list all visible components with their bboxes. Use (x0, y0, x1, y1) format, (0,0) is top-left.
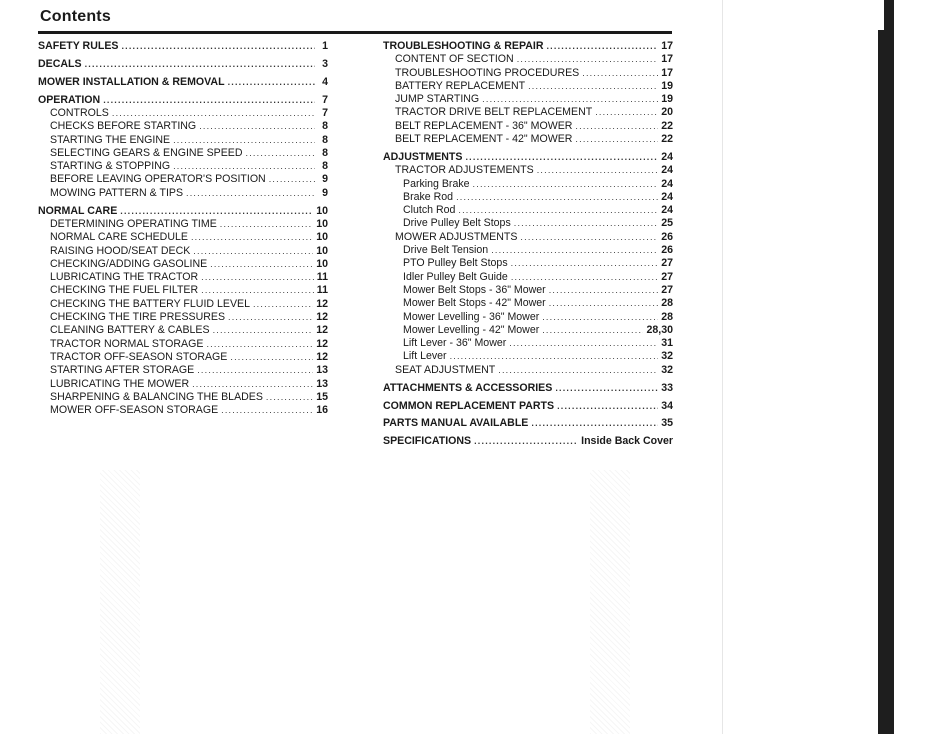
toc-entry-label: BEFORE LEAVING OPERATOR'S POSITION (50, 173, 266, 186)
toc-dot-leader (230, 351, 313, 364)
toc-subentry[interactable] (383, 364, 673, 377)
toc-entry-label: SHARPENING & BALANCING THE BLADES (50, 390, 263, 403)
toc-page-number: 8 (322, 146, 328, 159)
toc-page-number: 9 (322, 186, 328, 199)
toc-dot-leader (173, 134, 315, 147)
toc-dot-leader (228, 76, 315, 89)
toc-entry-label: CHECKING THE FUEL FILTER (50, 284, 199, 297)
toc-entry-label: STARTING AFTER STORAGE (50, 364, 195, 377)
toc-dot-leader (517, 53, 659, 66)
toc-dot-leader (482, 93, 658, 106)
toc-entry-label: TRACTOR OFF-SEASON STORAGE (50, 350, 228, 363)
toc-entry-label: Idler Pulley Belt Guide (403, 270, 508, 283)
toc-subentry[interactable] (383, 324, 673, 337)
toc-dot-leader (186, 187, 315, 200)
toc-page-number: 24 (661, 177, 673, 190)
toc-dot-leader (537, 164, 658, 177)
toc-dot-leader (531, 417, 658, 430)
toc-dot-leader (456, 191, 658, 204)
toc-entry-label: SPECIFICATIONS (383, 435, 472, 448)
toc-entry-label: TRACTOR NORMAL STORAGE (50, 337, 204, 350)
toc-subentry[interactable] (383, 217, 673, 230)
toc-dot-leader (511, 271, 658, 284)
toc-subentry[interactable] (383, 297, 673, 310)
toc-page-number: 27 (661, 283, 673, 296)
toc-entry-label: Lift Lever (403, 350, 447, 363)
toc-page-number: 20 (661, 106, 673, 119)
toc-entry-label: Brake Rod (403, 190, 454, 203)
toc-page-number: 25 (661, 217, 673, 230)
scan-texture-left (100, 470, 140, 734)
toc-page-number: 28 (661, 297, 673, 310)
toc-entry-label: ADJUSTMENTS (383, 150, 463, 163)
toc-entry-label: DECALS (38, 57, 82, 70)
toc-entry-label: Drive Pulley Belt Stops (403, 217, 511, 230)
toc-dot-leader (213, 324, 314, 337)
toc-entry-label: MOWER INSTALLATION & REMOVAL (38, 75, 225, 88)
toc-entry-label: SELECTING GEARS & ENGINE SPEED (50, 146, 243, 159)
toc-entry-label: CHECKING/ADDING GASOLINE (50, 257, 208, 270)
toc-entry-label: SEAT ADJUSTMENT (395, 363, 496, 376)
binding-edge (878, 0, 894, 734)
toc-entry-label: Mower Belt Stops - 36" Mower (403, 283, 546, 296)
toc-entry-label: Clutch Rod (403, 204, 456, 217)
toc-subentry[interactable] (38, 245, 328, 258)
toc-subentry[interactable] (383, 284, 673, 297)
toc-page-number: 11 (316, 284, 328, 297)
toc-subentry[interactable] (383, 53, 673, 66)
toc-entry-label: PTO Pulley Belt Stops (403, 257, 508, 270)
toc-subentry[interactable] (383, 244, 673, 257)
toc-subentry[interactable] (38, 311, 328, 324)
toc-subentry[interactable] (38, 231, 328, 244)
toc-subentry[interactable] (38, 173, 328, 186)
toc-dot-leader (173, 160, 315, 173)
toc-page-number: 8 (322, 120, 328, 133)
toc-dot-leader (555, 382, 658, 395)
toc-dot-leader (121, 40, 315, 53)
toc-entry-label: TRACTOR ADJUSTEMENTS (395, 164, 534, 177)
toc-section-entry[interactable] (383, 151, 673, 164)
toc-entry-label: BELT REPLACEMENT - 36" MOWER (395, 119, 573, 132)
toc-dot-leader (253, 298, 313, 311)
toc-page-number: 8 (322, 160, 328, 173)
toc-dot-leader (595, 106, 658, 119)
toc-entry-label: LUBRICATING THE TRACTOR (50, 271, 199, 284)
toc-subentry[interactable] (383, 204, 673, 217)
toc-entry-label: JUMP STARTING (395, 93, 480, 106)
toc-dot-leader (575, 120, 658, 133)
toc-page-number: 19 (661, 93, 673, 106)
toc-page-number: 7 (322, 106, 328, 119)
toc-entry-label: NORMAL CARE SCHEDULE (50, 231, 188, 244)
toc-dot-leader (191, 231, 313, 244)
toc-dot-leader (201, 271, 314, 284)
toc-dot-leader (266, 391, 313, 404)
toc-subentry[interactable] (383, 271, 673, 284)
toc-dot-leader (450, 350, 659, 363)
toc-dot-leader (473, 178, 659, 191)
toc-section-entry[interactable] (383, 435, 673, 448)
toc-entry-label: DETERMINING OPERATING TIME (50, 217, 217, 230)
toc-dot-leader (575, 133, 658, 146)
toc-page-number: 12 (316, 337, 328, 350)
toc-section-entry[interactable] (38, 40, 328, 53)
toc-page-number: 26 (661, 244, 673, 257)
toc-page-number: 26 (661, 230, 673, 243)
toc-subentry[interactable] (38, 134, 328, 147)
toc-subentry[interactable] (38, 218, 328, 231)
toc-page-number: 10 (316, 244, 328, 257)
toc-page-number: 13 (316, 364, 328, 377)
toc-page-number: 10 (316, 231, 328, 244)
toc-dot-leader (206, 338, 313, 351)
toc-page-number: 24 (661, 190, 673, 203)
scan-texture-right (590, 470, 630, 734)
toc-dot-leader (465, 151, 658, 164)
toc-page-number: 16 (316, 404, 328, 417)
toc-page-number: 22 (661, 119, 673, 132)
toc-entry-label: Lift Lever - 36" Mower (403, 337, 507, 350)
toc-page-number: 12 (316, 350, 328, 363)
toc-entry-label: MOWER ADJUSTMENTS (395, 230, 518, 243)
toc-dot-leader (520, 231, 658, 244)
toc-entry-label: CONTROLS (50, 106, 109, 119)
toc-subentry[interactable] (38, 147, 328, 160)
toc-page-number: 32 (661, 350, 673, 363)
toc-dot-leader (228, 311, 313, 324)
toc-entry-label: CONTENT OF SECTION (395, 53, 514, 66)
toc-entry-label: NORMAL CARE (38, 204, 118, 217)
toc-entry-label: OPERATION (38, 93, 101, 106)
toc-entry-label: CHECKING THE BATTERY FLUID LEVEL (50, 297, 250, 310)
toc-entry-label: CLEANING BATTERY & CABLES (50, 324, 210, 337)
toc-page-number: 27 (661, 270, 673, 283)
toc-entry-label: BELT REPLACEMENT - 42" MOWER (395, 133, 573, 146)
toc-dot-leader (542, 324, 643, 337)
toc-entry-label: TRACTOR DRIVE BELT REPLACEMENT (395, 106, 593, 119)
toc-page-number: 15 (316, 390, 328, 403)
toc-page-number: 33 (661, 381, 673, 394)
toc-dot-leader (458, 204, 658, 217)
toc-page-number: 10 (316, 204, 328, 217)
toc-page-number: 19 (661, 79, 673, 92)
toc-entry-label: PARTS MANUAL AVAILABLE (383, 417, 529, 430)
toc-dot-leader (201, 284, 314, 297)
toc-dot-leader (193, 245, 313, 258)
toc-subentry[interactable] (38, 271, 328, 284)
page-title: Contents (40, 8, 111, 25)
toc-page-number: 28,30 (646, 323, 673, 336)
toc-dot-leader (112, 107, 315, 120)
toc-dot-leader (549, 284, 658, 297)
toc-section-entry[interactable] (38, 76, 328, 89)
toc-entry-label: RAISING HOOD/SEAT DECK (50, 244, 191, 257)
toc-page-number: 12 (316, 324, 328, 337)
toc-subentry[interactable] (383, 311, 673, 324)
toc-dot-leader (246, 147, 315, 160)
toc-dot-leader (199, 120, 315, 133)
toc-section-entry[interactable] (38, 58, 328, 71)
toc-subentry[interactable] (38, 298, 328, 311)
toc-page-number: 24 (661, 204, 673, 217)
toc-dot-leader (509, 337, 658, 350)
toc-entry-label: TROUBLESHOOTING PROCEDURES (395, 66, 580, 79)
toc-subentry[interactable] (383, 67, 673, 80)
toc-page-number: 10 (316, 217, 328, 230)
toc-page-number: 17 (661, 40, 673, 52)
toc-entry-label: LUBRICATING THE MOWER (50, 377, 190, 390)
toc-entry-label: SAFETY RULES (38, 40, 119, 52)
toc-entry-label: Mower Levelling - 36" Mower (403, 310, 540, 323)
toc-dot-leader (491, 244, 658, 257)
toc-subentry[interactable] (38, 338, 328, 351)
toc-subentry[interactable] (38, 120, 328, 133)
toc-dot-leader (511, 257, 659, 270)
toc-page-number: 34 (661, 399, 673, 412)
toc-entry-label: STARTING & STOPPING (50, 160, 171, 173)
toc-dot-leader (549, 297, 658, 310)
toc-subentry[interactable] (383, 80, 673, 93)
toc-subentry[interactable] (383, 120, 673, 133)
toc-subentry[interactable] (383, 178, 673, 191)
toc-dot-leader (546, 40, 658, 53)
toc-entry-label: Mower Levelling - 42" Mower (403, 323, 540, 336)
toc-page-number: 12 (316, 311, 328, 324)
toc-dot-leader (514, 217, 658, 230)
toc-entry-label: COMMON REPLACEMENT PARTS (383, 399, 555, 412)
toc-subentry[interactable] (38, 324, 328, 337)
toc-dot-leader (85, 58, 315, 71)
toc-entry-label: CHECKS BEFORE STARTING (50, 120, 197, 133)
toc-right-column (383, 40, 673, 449)
toc-subentry[interactable] (383, 231, 673, 244)
toc-section-entry[interactable] (383, 417, 673, 430)
toc-left-column (38, 40, 328, 417)
toc-entry-label: Drive Belt Tension (403, 244, 489, 257)
toc-dot-leader (120, 205, 313, 218)
toc-page-number: 9 (322, 173, 328, 186)
toc-subentry[interactable] (38, 404, 328, 417)
toc-page-number: 3 (322, 57, 328, 70)
binding-edge-notch (878, 0, 884, 30)
toc-page-number: 4 (322, 75, 328, 88)
toc-dot-leader (474, 435, 578, 448)
toc-section-entry[interactable] (383, 382, 673, 395)
toc-dot-leader (528, 80, 658, 93)
toc-entry-label: MOWER OFF-SEASON STORAGE (50, 404, 219, 417)
toc-page-number: 17 (661, 66, 673, 79)
toc-entry-label: MOWING PATTERN & TIPS (50, 186, 184, 199)
toc-dot-leader (103, 94, 315, 107)
toc-page-number: 11 (316, 271, 328, 284)
toc-page-number: 10 (316, 257, 328, 270)
toc-subentry[interactable] (38, 378, 328, 391)
toc-section-entry[interactable] (38, 205, 328, 218)
toc-entry-label: ATTACHMENTS & ACCESSORIES (383, 381, 553, 394)
toc-subentry[interactable] (383, 191, 673, 204)
toc-entry-label: TROUBLESHOOTING & REPAIR (383, 40, 544, 52)
title-rule (38, 31, 672, 34)
toc-dot-leader (210, 258, 313, 271)
page-fold-line (722, 0, 723, 734)
toc-entry-label: Mower Belt Stops - 42" Mower (403, 297, 546, 310)
toc-page-number: 1 (322, 40, 328, 52)
toc-page-number: 12 (316, 297, 328, 310)
toc-section-entry[interactable] (38, 94, 328, 107)
toc-page-number: 7 (322, 93, 328, 106)
toc-entry-label: STARTING THE ENGINE (50, 133, 171, 146)
toc-subentry[interactable] (38, 391, 328, 404)
toc-page-number: 27 (661, 257, 673, 270)
toc-dot-leader (269, 173, 315, 186)
toc-section-entry[interactable] (383, 400, 673, 413)
toc-page-number: 13 (316, 377, 328, 390)
toc-section-entry[interactable] (383, 40, 673, 53)
toc-entry-label: CHECKING THE TIRE PRESSURES (50, 311, 226, 324)
toc-dot-leader (498, 364, 658, 377)
toc-entry-label: BATTERY REPLACEMENT (395, 79, 526, 92)
toc-subentry[interactable] (383, 133, 673, 146)
toc-dot-leader (582, 67, 658, 80)
toc-subentry[interactable] (383, 164, 673, 177)
toc-subentry[interactable] (383, 337, 673, 350)
toc-entry-label: Parking Brake (403, 177, 470, 190)
toc-page-number: 24 (661, 150, 673, 163)
toc-page-number: Inside Back Cover (581, 435, 673, 448)
toc-subentry[interactable] (38, 258, 328, 271)
toc-page-number: 17 (661, 53, 673, 66)
toc-subentry[interactable] (38, 364, 328, 377)
toc-dot-leader (542, 311, 658, 324)
toc-page-number: 31 (661, 337, 673, 350)
toc-subentry[interactable] (383, 350, 673, 363)
toc-page-number: 22 (661, 133, 673, 146)
toc-subentry[interactable] (38, 284, 328, 297)
toc-subentry[interactable] (38, 351, 328, 364)
toc-subentry[interactable] (383, 106, 673, 119)
toc-subentry[interactable] (38, 187, 328, 200)
toc-dot-leader (557, 400, 658, 413)
toc-subentry[interactable] (383, 257, 673, 270)
toc-subentry[interactable] (38, 107, 328, 120)
toc-page-number: 8 (322, 133, 328, 146)
toc-dot-leader (220, 218, 313, 231)
toc-page-number: 28 (661, 310, 673, 323)
toc-subentry[interactable] (38, 160, 328, 173)
toc-page-number: 32 (661, 363, 673, 376)
toc-subentry[interactable] (383, 93, 673, 106)
toc-dot-leader (197, 364, 313, 377)
toc-page-number: 24 (661, 164, 673, 177)
toc-dot-leader (221, 404, 313, 417)
toc-page-number: 35 (661, 417, 673, 430)
toc-dot-leader (192, 378, 313, 391)
